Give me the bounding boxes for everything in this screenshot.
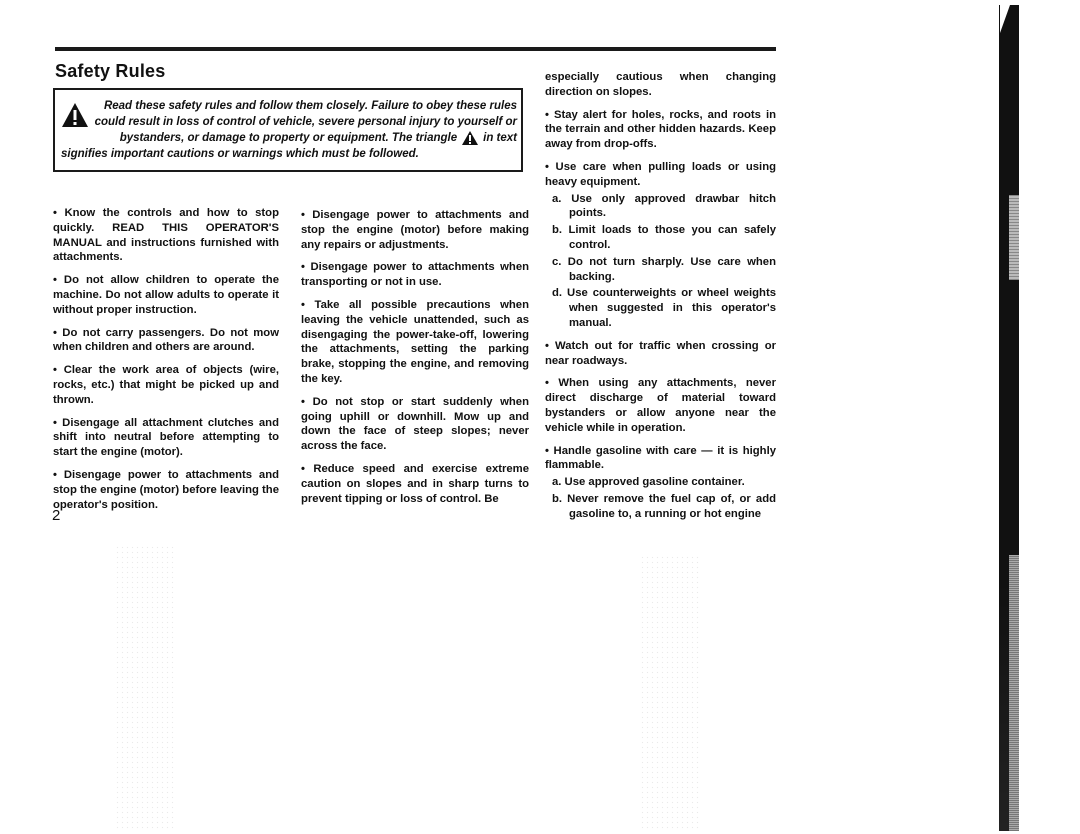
warning-line-1: Read these safety rules and follow them closely. Failure to obey these rules bbox=[103, 100, 517, 112]
warning-line-2: could result in loss of control of vehicle, severe personal injury to yourself or bbox=[94, 115, 517, 128]
rule-continuation: especially cautious when changing direction on slopes. bbox=[545, 71, 776, 98]
scan-noise bbox=[640, 555, 700, 830]
scan-edge-strip bbox=[1009, 195, 1019, 280]
warning-line-3-text: bystanders, or damage to property or equipment. The triangle bbox=[119, 132, 458, 145]
page-title: Safety Rules bbox=[55, 61, 166, 81]
rule-item: • Disengage power to attachments when transporting or not in use. bbox=[301, 261, 529, 289]
inline-warning-triangle-icon bbox=[461, 130, 479, 146]
sub-item: d. Use counterweights or wheel weights when suggested in this operator's manual. bbox=[552, 287, 776, 329]
sub-item: b. Limit loads to those you can safely control. bbox=[552, 224, 776, 251]
scan-edge-gray bbox=[1009, 555, 1019, 831]
rule-item: • Reduce speed and exercise extreme caution on slopes and in sharp turns to prevent tipping or loss of control. Be bbox=[301, 462, 529, 505]
column-3 bbox=[545, 70, 776, 524]
rule-item: • Handle gasoline with care — it is highly flammable. bbox=[545, 444, 776, 472]
scan-noise bbox=[115, 545, 175, 830]
rule-item: • Do not stop or start suddenly when going uphill or downhill. Mow up and down the face of steep slopes; never across the face. bbox=[301, 395, 529, 453]
warning-triangle-icon bbox=[61, 102, 89, 128]
column-1 bbox=[53, 206, 279, 520]
page-number: 2 bbox=[52, 507, 61, 524]
rule-item: • When using any attachments, never direct discharge of material toward bystanders or allow anyone near the vehicle while in operation. bbox=[545, 377, 776, 434]
sub-item: c. Do not turn sharply. Use care when backing. bbox=[552, 255, 776, 283]
rule-item: • Disengage power to attachments and stop the engine (motor) before making any repairs or adjustments. bbox=[301, 209, 529, 251]
rule-item: • Disengage all attachment clutches and shift into neutral before attempting to start the engine (motor). bbox=[53, 416, 279, 459]
sub-item: a. Use only approved drawbar hitch points. bbox=[552, 192, 776, 220]
column-2 bbox=[301, 208, 529, 514]
warning-line-4: signifies important cautions or warnings which must be followed. bbox=[61, 147, 419, 160]
warning-box bbox=[53, 88, 523, 172]
sub-item: b. Never remove the fuel cap of, or add gasoline to, a running or hot engine bbox=[552, 492, 776, 520]
scan-edge-notch bbox=[1000, 5, 1010, 33]
warning-line-3-tail: in text bbox=[483, 132, 517, 145]
rule-item: • Take all possible precautions when leaving the vehicle unattended, such as disengaging the power-take-off, lowering the attachments, setting the parking brake, stopping the engine, and removing the key. bbox=[301, 298, 529, 385]
rule-item: • Do not allow children to operate the machine. Do not allow adults to operate it without proper instruction. bbox=[53, 274, 279, 316]
rule-item: • Watch out for traffic when crossing or near roadways. bbox=[545, 339, 776, 367]
sub-item: a. Use approved gasoline container. bbox=[552, 476, 745, 489]
top-rule bbox=[55, 47, 776, 51]
rule-item: • Clear the work area of objects (wire, rocks, etc.) that might be picked up and thrown. bbox=[53, 364, 279, 406]
rule-item: • Know the controls and how to stop quickly. READ THIS OPERATOR'S MANUAL and instructions furnished with attachments. bbox=[53, 207, 279, 264]
rule-item: • Use care when pulling loads or using heavy equipment. bbox=[545, 160, 776, 188]
rule-item: • Disengage power to attachments and stop the engine (motor) before leaving the operator's position. bbox=[53, 468, 279, 511]
warning-line-3 bbox=[61, 130, 517, 147]
rule-item: • Stay alert for holes, rocks, and roots in the terrain and other hidden hazards. Keep away from drop-offs. bbox=[545, 108, 776, 151]
rule-item: • Do not carry passengers. Do not mow when children and others are around. bbox=[53, 326, 279, 354]
